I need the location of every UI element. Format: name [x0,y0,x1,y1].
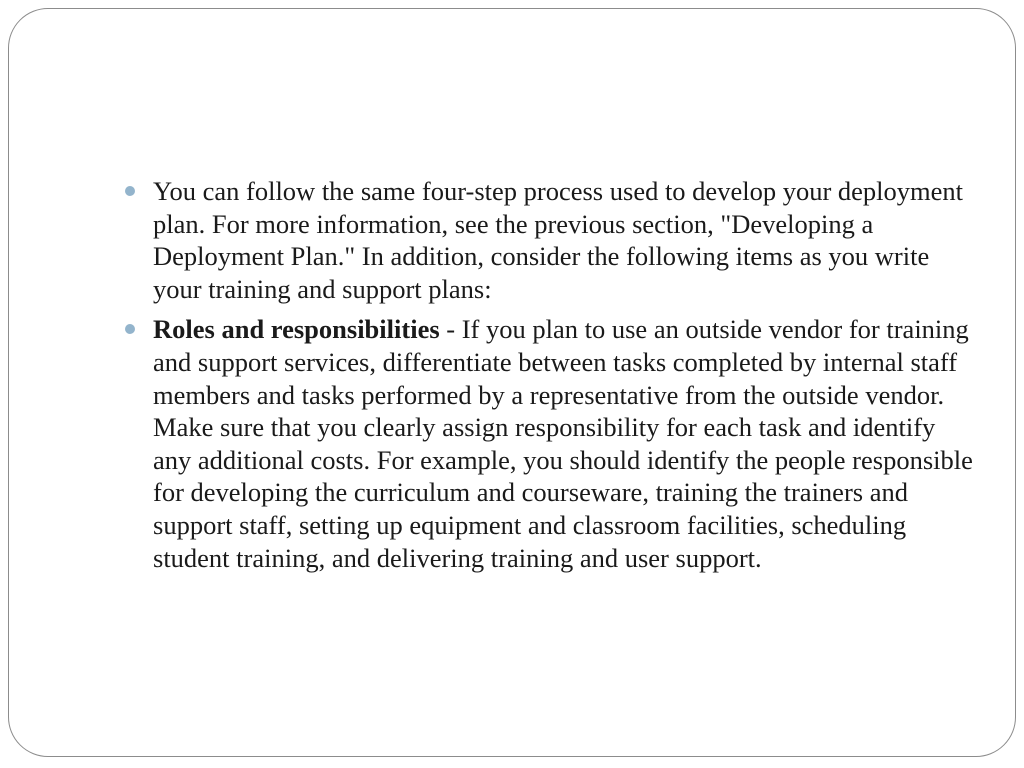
bullet-dot-icon [125,186,135,196]
bullet-dot-icon [125,324,135,334]
slide-frame [8,8,1016,757]
bullet-term: Roles and responsibilities [153,314,440,345]
bullet-text: - If you plan to use an outside vendor for training and support services, differentiate between tasks completed by internal staff members and tasks performed by a representative from the outside vendor. Make sure that you clearly assign responsibility for each task and identify any additional costs. For example, you should identify the people responsible for developing the curriculum and courseware, training the trainers and support staff, setting up equipment and classroom facilities, scheduling student training, and delivering training and user support. [153,314,973,573]
bullet-item-roles [123,313,973,574]
slide-body [123,175,973,582]
bullet-text: You can follow the same four-step process used to develop your deployment plan. For more information, see the previous section, "Developing a Deployment Plan." In addition, consider the following items as you write your training and support plans: [153,176,964,304]
bullet-item-process [123,175,973,305]
